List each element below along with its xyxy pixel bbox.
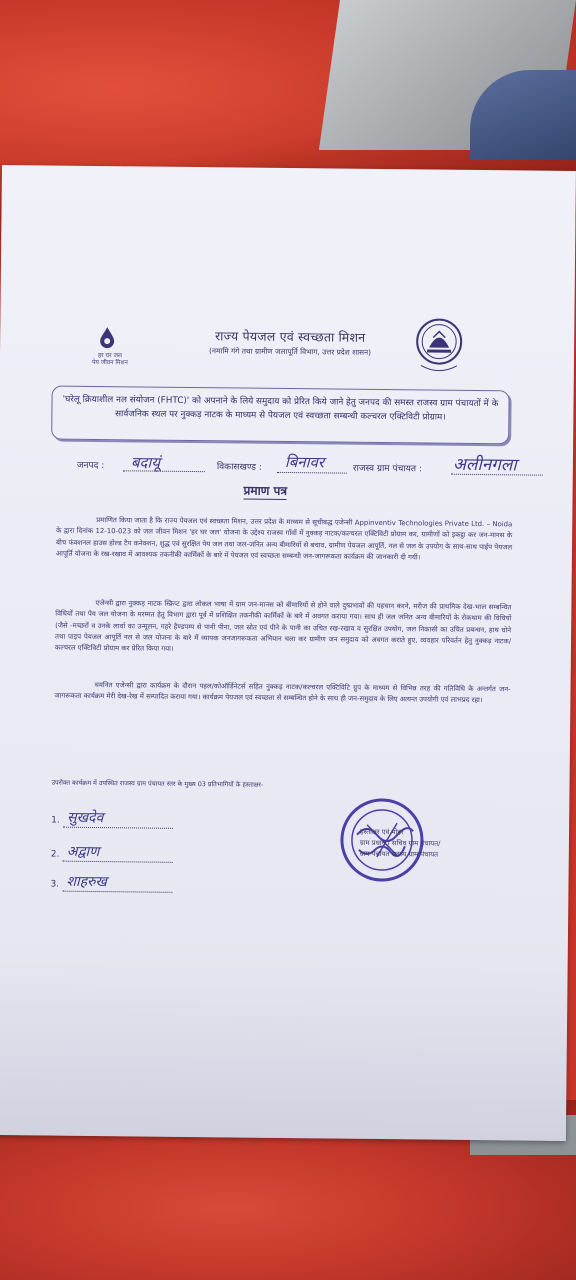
location-fields <box>77 452 547 481</box>
subject-box <box>51 386 510 445</box>
sign-seal-line-3: ग्राम पंचायत सदस्य ग्राम पंचायत <box>359 849 439 859</box>
mission-title: राज्य पेयजल एवं स्वच्छता मिशन <box>214 328 366 345</box>
jal-jeevan-mission-logo <box>72 326 143 377</box>
signature-2 <box>50 843 100 861</box>
signature-dots <box>63 827 173 829</box>
subject-text: 'घरेलू क्रियाशील नल संयोजन (FHTC)' को अपनाने के लिये समुदाय को प्रेरित किये जाने हेतु जनपद की समस्त राजस्व ग्राम पंचायतों में के सार्वजनिक स्थल पर नुक्कड़ नाटक के माध्यम से पेयजल एवं स्वच्छता सम्बन्धी कल्चरल एक्टिविटी प्रोग्राम। <box>62 394 499 423</box>
panchayat-value: अलीनगला <box>452 454 517 476</box>
signature-number: 1. <box>51 815 60 826</box>
panchayat-label: राजस्व ग्राम पंचायत : <box>352 463 422 475</box>
district-label: जनपद : <box>76 460 105 472</box>
paper-shadow <box>0 955 568 1141</box>
water-drop-icon <box>98 326 116 350</box>
district-value: बदायूं <box>130 453 161 472</box>
sign-and-seal-block <box>360 827 520 862</box>
participants-note: उपरोक्त कार्यक्रम में उपस्थित राजस्व ग्राम पंचायत स्तर के मुख्य 03 प्रतिभागियों के हस्ताक्षर- <box>51 778 264 789</box>
signature-3 <box>50 873 107 891</box>
paragraph-2: एजेन्सी द्वारा नुक्कड़ नाटक स्क्रिप्ट द्वारा लोकल भाषा में ग्राम जन-मानस को बीमारियों से होने वाले दुष्प्रभावों की पहचान करने, मरीज की प्राथमिक देख-भाल सम्बन्धित विधियों तथा पेय जल योजना के मरम्मत हेतु विभाग द्वारा पूर्व में प्रशिक्षित तकनीकी कार्मिकों के बारे में अवगत कराया गया। साथ ही जल जनित अन्य बीमारियों के रोकथाम की विधियों (जैसे -मच्छरों व उनके लार्वा का उन्मूलन, गहरे हैण्डपम्प से पानी पीना, जल स्रोत एवं पीने के पानी का उचित रख-रखाव व सुरक्षित उपयोग, जल निकासी का उचित प्रबन्धन, हाथ धोने तथा पाइप पेयजल आपूर्ति नल से जल योजना के बारे में व्यापक जनजागरूकता अभियान चला कर ग्रामीण जन समुदाय को अवगत कराते हुए, व्यवहार परिवर्तन हेतु नुक्कड़ नाटक/कल्चरल एक्टिविटी प्रोग्राम कर प्रेरित किया गया। <box>54 599 512 654</box>
certificate-title: प्रमाण पत्र <box>243 483 288 499</box>
up-government-emblem-icon <box>415 317 464 375</box>
signature-dots <box>63 861 173 863</box>
signature-name: सुखदेव <box>67 809 104 827</box>
paragraph-1: प्रमाणित किया जाता है कि राज्य पेयजल एवं स्वच्छता मिशन, उत्तर प्रदेश के माध्यम से सूचीबद्ध एजेन्सी Appinventiv Technologies Private Ltd. – Noida के द्वारा दिनांक 12-10-023 को जल जीवन मिशन 'हर घर जल' योजना के उद्देश्य राजस्व गाँवों में नुक्कड़ नाटक/कल्चरल एक्टिविटी प्रोग्राम कर, ग्रामीणों को इकट्ठा कर जन-मानस के बीच फंक्शनल हाउस होल्ड टैप कनेक्शन, शुद्ध एवं सुरक्षित पेय जल तथा जल-जनित अन्य बीमारियों से बचाव, ग्रामीण पेयजल आपूर्ति, नल से जल के उपयोग के साथ-साथ पाईप पेयजल आपूर्ति योजना के रख-रखाव में आवश्यक तकनीकी कार्मिकों के बारे में पेयजल एवं स्वच्छता सम्बन्धी जन-जागरूकता कार्यक्रम की जानकारी दी गयी। <box>55 516 513 562</box>
signature-number: 2. <box>50 849 60 860</box>
signature-1 <box>51 809 104 827</box>
certificate-paper <box>0 165 576 1141</box>
signature-name: शाहरुख <box>66 873 107 891</box>
paragraph-3: चयनित एजेन्सी द्वारा कार्यक्रम के दौरान पहल/कोऑर्डिनेटर्स सहित नुक्कड़ नाटक/कल्चरल एक्टिविटि ग्रुप के माध्यम से विभिन्न तरह की गतिविधि के अन्तर्गत जन-जागरूकता कार्यक्रम मेरी देख-रेख में सम्पादित कराया गया। कार्यक्रम पेयजल एवं स्वच्छता से सम्बन्धित होने के साथ ही जन-समुदाय के लिए अत्यन्त उपयोगी एवं लाभप्रद रहा। <box>54 680 511 705</box>
logo-caption: हर घर जल पेय जीवन मिशन <box>91 352 128 367</box>
sign-seal-line-1: हस्ताक्षर एवं मोहर <box>359 827 404 837</box>
sign-seal-line-2: ग्राम प्रधान / सचिव ग्राम पंचायत/ <box>359 838 441 848</box>
block-value: बिनावर <box>284 452 325 472</box>
signature-name: अद्वाण <box>66 843 100 861</box>
block-label: विकासखण्ड : <box>216 462 262 473</box>
signature-dots <box>62 891 172 893</box>
signature-number: 3. <box>50 879 60 890</box>
mission-subtitle: (नमामि गंगे तथा ग्रामीण जलापूर्ति विभाग, उत्तर प्रदेश शासन) <box>209 346 372 357</box>
